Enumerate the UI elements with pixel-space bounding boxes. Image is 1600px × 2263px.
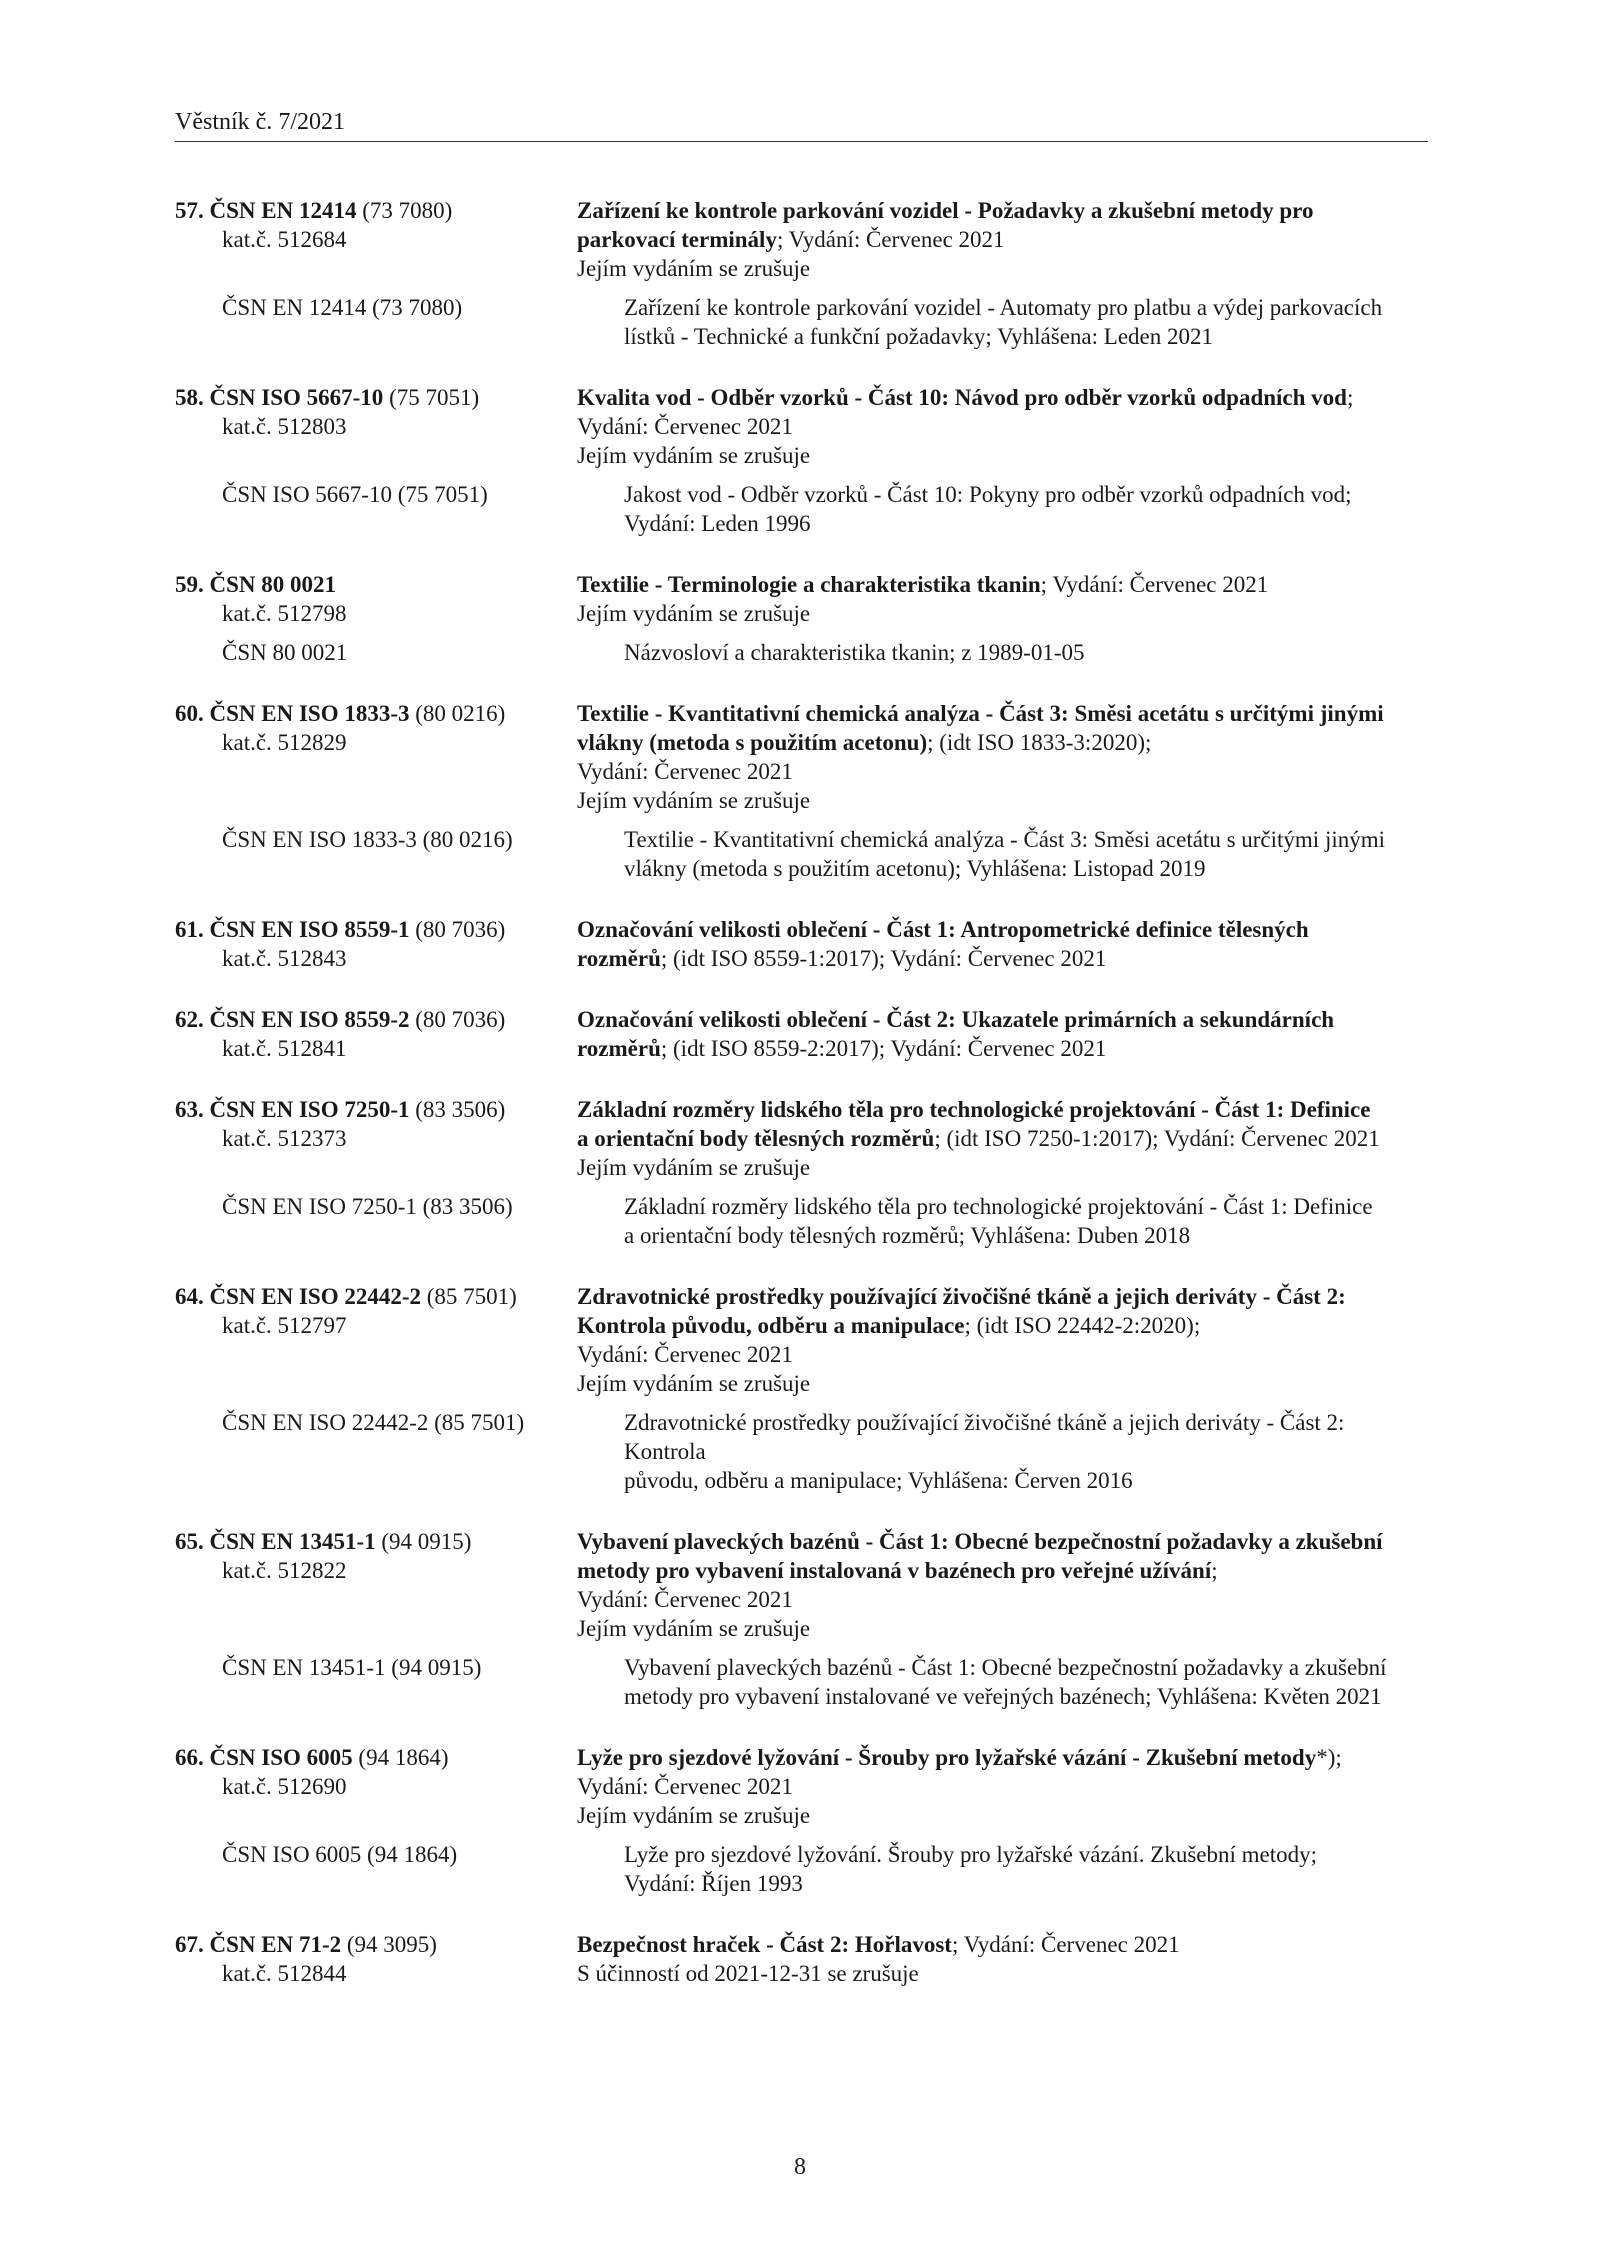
superseded-title-cont: Vydání: Leden 1996: [624, 511, 811, 536]
entry-catalog-number: kat.č. 512798: [222, 601, 347, 626]
superseded-standard-row: [175, 480, 1428, 538]
superseded-title: Jakost vod - Odběr vzorků - Část 10: Pokyny pro odběr vzorků odpadních vod;: [624, 482, 1352, 507]
entry-number: 63.: [175, 1097, 204, 1122]
standard-entry: [175, 1743, 1428, 1898]
entry-catalog-number: kat.č. 512844: [222, 1961, 347, 1986]
entry-class: (80 7036): [409, 1007, 506, 1032]
superseded-details: [624, 1840, 1428, 1898]
entry-catalog-number: kat.č. 512841: [222, 1036, 347, 1061]
superseded-code: ČSN EN ISO 1833-3 (80 0216): [222, 827, 513, 852]
superseded-title-cont: metody pro vybavení instalované ve veřejných bazénech; Vyhlášena: Květen 2021: [624, 1684, 1382, 1709]
entry-title-tail: ; Vydání: Červenec 2021: [1040, 572, 1269, 597]
entry-number: 59.: [175, 572, 204, 597]
entry-issue-date: Vydání: Červenec 2021: [577, 1342, 793, 1367]
entry-details: [577, 1282, 1428, 1398]
superseded-standard-row: [175, 1408, 1428, 1495]
superseded-title: Základní rozměry lidského těla pro technologické projektování - Část 1: Definice: [624, 1194, 1373, 1219]
superseded-standard-row: [175, 638, 1428, 667]
entry-code: ČSN EN 71-2: [209, 1932, 342, 1957]
entry-identifier: [175, 1005, 577, 1063]
entry-main-row: [175, 383, 1428, 470]
superseded-details: [624, 638, 1428, 667]
entry-main-row: [175, 196, 1428, 283]
entry-title: Zařízení ke kontrole parkování vozidel - Požadavky a zkušební metody pro: [577, 198, 1314, 223]
entry-cancellation-note: Jejím vydáním se zrušuje: [577, 788, 811, 813]
entry-number: 58.: [175, 385, 204, 410]
superseded-standard-row: [175, 825, 1428, 883]
entry-cancellation-note: Jejím vydáním se zrušuje: [577, 256, 811, 281]
entry-main-row: [175, 699, 1428, 815]
entry-title-suffix: ; (idt ISO 8559-1:2017); Vydání: Červenec 2021: [660, 946, 1107, 971]
entry-details: [577, 383, 1428, 470]
entry-class: (80 0216): [409, 701, 506, 726]
entry-code: ČSN EN ISO 8559-2: [209, 1007, 410, 1032]
superseded-title-cont: lístků - Technické a funkční požadavky; Vyhlášena: Leden 2021: [624, 324, 1213, 349]
header-title: Věstník č. 7/2021: [175, 109, 345, 135]
entry-details: [577, 570, 1428, 628]
entry-identifier: [175, 1095, 577, 1182]
entry-catalog-number: kat.č. 512690: [222, 1774, 347, 1799]
entry-title: Označování velikosti oblečení - Část 1: Antropometrické definice tělesných: [577, 917, 1309, 942]
entry-class: (94 0915): [375, 1529, 472, 1554]
superseded-details: [624, 293, 1428, 351]
entry-title: Základní rozměry lidského těla pro technologické projektování - Část 1: Definice: [577, 1097, 1371, 1122]
entry-number: 61.: [175, 917, 204, 942]
superseded-details: [624, 1408, 1428, 1495]
superseded-code: ČSN EN 12414 (73 7080): [222, 295, 463, 320]
standard-entry: [175, 196, 1428, 351]
superseded-title-cont: a orientační body tělesných rozměrů; Vyhlášena: Duben 2018: [624, 1223, 1191, 1248]
entry-identifier: [175, 196, 577, 283]
entry-title: Bezpečnost hraček - Část 2: Hořlavost: [577, 1932, 952, 1957]
entry-title-cont: parkovací terminály: [577, 227, 777, 252]
superseded-title-cont: původu, odběru a manipulace; Vyhlášena: Červen 2016: [624, 1468, 1133, 1493]
superseded-details: [624, 1653, 1428, 1711]
entry-number: 60.: [175, 701, 204, 726]
entry-title-suffix: ; Vydání: Červenec 2021: [776, 227, 1005, 252]
page-header: [175, 108, 1428, 142]
entry-catalog-number: kat.č. 512803: [222, 414, 347, 439]
entry-class: (94 3095): [341, 1932, 437, 1957]
entry-cancellation-note: Jejím vydáním se zrušuje: [577, 1155, 811, 1180]
entry-catalog-number: kat.č. 512822: [222, 1558, 347, 1583]
entry-title-cont: metody pro vybavení instalovaná v bazénech pro veřejné užívání: [577, 1558, 1212, 1583]
entry-main-row: [175, 915, 1428, 973]
entry-code: ČSN 80 0021: [209, 572, 337, 597]
entry-code: ČSN EN 12414: [209, 198, 357, 223]
standard-entry: [175, 1282, 1428, 1495]
entry-identifier: [175, 1930, 577, 1988]
entry-title: Textilie - Kvantitativní chemická analýza - Část 3: Směsi acetátu s určitými jinými: [577, 701, 1384, 726]
entry-title-cont: rozměrů: [577, 1036, 661, 1061]
entry-number: 62.: [175, 1007, 204, 1032]
entry-issue-date: Vydání: Červenec 2021: [577, 759, 793, 784]
entry-details: [577, 196, 1428, 283]
page-number: 8: [794, 2154, 806, 2180]
entry-main-row: [175, 570, 1428, 628]
superseded-title: Názvosloví a charakteristika tkanin; z 1989-01-05: [624, 640, 1085, 665]
entry-title: Lyže pro sjezdové lyžování - Šrouby pro lyžařské vázání - Zkušební metody: [577, 1745, 1317, 1770]
entry-number: 67.: [175, 1932, 204, 1957]
entry-title-tail: *);: [1316, 1745, 1342, 1770]
entry-main-row: [175, 1527, 1428, 1643]
superseded-standard-row: [175, 293, 1428, 351]
standard-entry: [175, 1095, 1428, 1250]
superseded-details: [624, 1192, 1428, 1250]
entry-title-suffix: ; (idt ISO 1833-3:2020);: [927, 730, 1152, 755]
entry-main-row: [175, 1743, 1428, 1830]
entry-number: 66.: [175, 1745, 204, 1770]
entry-issue-date: Vydání: Červenec 2021: [577, 1587, 793, 1612]
entry-issue-date: Vydání: Červenec 2021: [577, 414, 793, 439]
entry-main-row: [175, 1095, 1428, 1182]
entry-title-cont: a orientační body tělesných rozměrů: [577, 1126, 935, 1151]
entry-details: [577, 699, 1428, 815]
superseded-title: Textilie - Kvantitativní chemická analýza - Část 3: Směsi acetátu s určitými jinými: [624, 827, 1386, 852]
entry-identifier: [175, 915, 577, 973]
entry-title-cont: Kontrola původu, odběru a manipulace: [577, 1313, 965, 1338]
entry-main-row: [175, 1005, 1428, 1063]
entry-catalog-number: kat.č. 512843: [222, 946, 347, 971]
entry-title-suffix: ; (idt ISO 22442-2:2020);: [964, 1313, 1201, 1338]
entry-cancellation-note: Jejím vydáním se zrušuje: [577, 1371, 811, 1396]
entry-main-row: [175, 1930, 1428, 1988]
entry-title-suffix: ;: [1211, 1558, 1218, 1583]
entry-code: ČSN EN ISO 1833-3: [209, 701, 410, 726]
entry-identifier: [175, 1282, 577, 1398]
entry-cancellation-note: Jejím vydáním se zrušuje: [577, 601, 811, 626]
entry-number: 64.: [175, 1284, 204, 1309]
entry-title-tail: ; Vydání: Červenec 2021: [951, 1932, 1180, 1957]
entry-class: (94 1864): [352, 1745, 449, 1770]
entry-code: ČSN ISO 6005: [209, 1745, 353, 1770]
entry-catalog-number: kat.č. 512684: [222, 227, 347, 252]
superseded-standard-row: [175, 1192, 1428, 1250]
entry-title: Zdravotnické prostředky používající živočišné tkáně a jejich deriváty - Část 2:: [577, 1284, 1346, 1309]
entry-code: ČSN EN ISO 7250-1: [209, 1097, 410, 1122]
superseded-standard-row: [175, 1840, 1428, 1898]
entry-cancellation-note: Jejím vydáním se zrušuje: [577, 1803, 811, 1828]
superseded-title: Zdravotnické prostředky používající živočišné tkáně a jejich deriváty - Část 2: Kontrola: [624, 1410, 1345, 1464]
entry-class: (75 7051): [383, 385, 480, 410]
entry-code: ČSN ISO 5667-10: [209, 385, 384, 410]
superseded-code: ČSN 80 0021: [222, 640, 348, 665]
entry-identifier: [175, 570, 577, 628]
entry-cancellation-note: Jejím vydáním se zrušuje: [577, 443, 811, 468]
entry-catalog-number: kat.č. 512373: [222, 1126, 347, 1151]
superseded-title: Zařízení ke kontrole parkování vozidel - Automaty pro platbu a výdej parkovacích: [624, 295, 1383, 320]
entry-issue-date: Vydání: Červenec 2021: [577, 1774, 793, 1799]
entry-class: (80 7036): [409, 917, 506, 942]
entry-identifier: [175, 1527, 577, 1643]
superseded-title-cont: vlákny (metoda s použitím acetonu); Vyhlášena: Listopad 2019: [624, 856, 1206, 881]
standard-entry: [175, 915, 1428, 973]
entry-title-suffix: ; (idt ISO 7250-1:2017); Vydání: Červenec 2021: [934, 1126, 1380, 1151]
entry-class: (73 7080): [356, 198, 453, 223]
entry-class: (83 3506): [409, 1097, 506, 1122]
entry-title-tail: ;: [1346, 385, 1354, 410]
superseded-details: [624, 480, 1428, 538]
entry-code: ČSN EN 13451-1: [209, 1529, 376, 1554]
standard-entry: [175, 699, 1428, 883]
entry-details: [577, 1743, 1428, 1830]
standard-entry: [175, 1005, 1428, 1063]
entry-title-cont: vlákny (metoda s použitím acetonu): [577, 730, 928, 755]
entry-number: 57.: [175, 198, 204, 223]
entry-details: [577, 1930, 1428, 1988]
superseded-details: [624, 825, 1428, 883]
entry-identifier: [175, 383, 577, 470]
entry-title-cont: rozměrů: [577, 946, 661, 971]
entry-title-suffix: ; (idt ISO 8559-2:2017); Vydání: Červenec 2021: [660, 1036, 1107, 1061]
entry-details: [577, 1005, 1428, 1063]
superseded-code: ČSN ISO 5667-10 (75 7051): [222, 482, 488, 507]
entry-details: [577, 915, 1428, 973]
standard-entry: [175, 383, 1428, 538]
entry-main-row: [175, 1282, 1428, 1398]
entry-number: 65.: [175, 1529, 204, 1554]
entry-cancellation-note: Jejím vydáním se zrušuje: [577, 1616, 811, 1641]
entry-title: Vybavení plaveckých bazénů - Část 1: Obecné bezpečnostní požadavky a zkušební: [577, 1529, 1383, 1554]
superseded-title-cont: Vydání: Říjen 1993: [624, 1871, 803, 1896]
entry-code: ČSN EN ISO 8559-1: [209, 917, 410, 942]
standard-entry: [175, 1527, 1428, 1711]
superseded-code: ČSN EN 13451-1 (94 0915): [222, 1655, 482, 1680]
superseded-title: Vybavení plaveckých bazénů - Část 1: Obecné bezpečnostní požadavky a zkušební: [624, 1655, 1387, 1680]
superseded-code: ČSN ISO 6005 (94 1864): [222, 1842, 458, 1867]
standard-entry: [175, 570, 1428, 667]
entry-catalog-number: kat.č. 512797: [222, 1313, 347, 1338]
entry-identifier: [175, 1743, 577, 1830]
entry-class: (85 7501): [421, 1284, 517, 1309]
entry-identifier: [175, 699, 577, 815]
entry-catalog-number: kat.č. 512829: [222, 730, 347, 755]
entry-title: Kvalita vod - Odběr vzorků - Část 10: Návod pro odběr vzorků odpadních vod: [577, 385, 1347, 410]
superseded-standard-row: [175, 1653, 1428, 1711]
entry-title: Označování velikosti oblečení - Část 2: Ukazatele primárních a sekundárních: [577, 1007, 1335, 1032]
standard-entry: [175, 1930, 1428, 1988]
superseded-code: ČSN EN ISO 22442-2 (85 7501): [222, 1410, 525, 1435]
entry-details: [577, 1095, 1428, 1182]
entry-cancellation-note: S účinností od 2021-12-31 se zrušuje: [577, 1961, 919, 1986]
superseded-title: Lyže pro sjezdové lyžování. Šrouby pro lyžařské vázání. Zkušební metody;: [624, 1842, 1317, 1867]
entry-details: [577, 1527, 1428, 1643]
entry-title: Textilie - Terminologie a charakteristika tkanin: [577, 572, 1041, 597]
entry-code: ČSN EN ISO 22442-2: [209, 1284, 422, 1309]
standards-list: [175, 196, 1428, 2020]
superseded-code: ČSN EN ISO 7250-1 (83 3506): [222, 1194, 513, 1219]
